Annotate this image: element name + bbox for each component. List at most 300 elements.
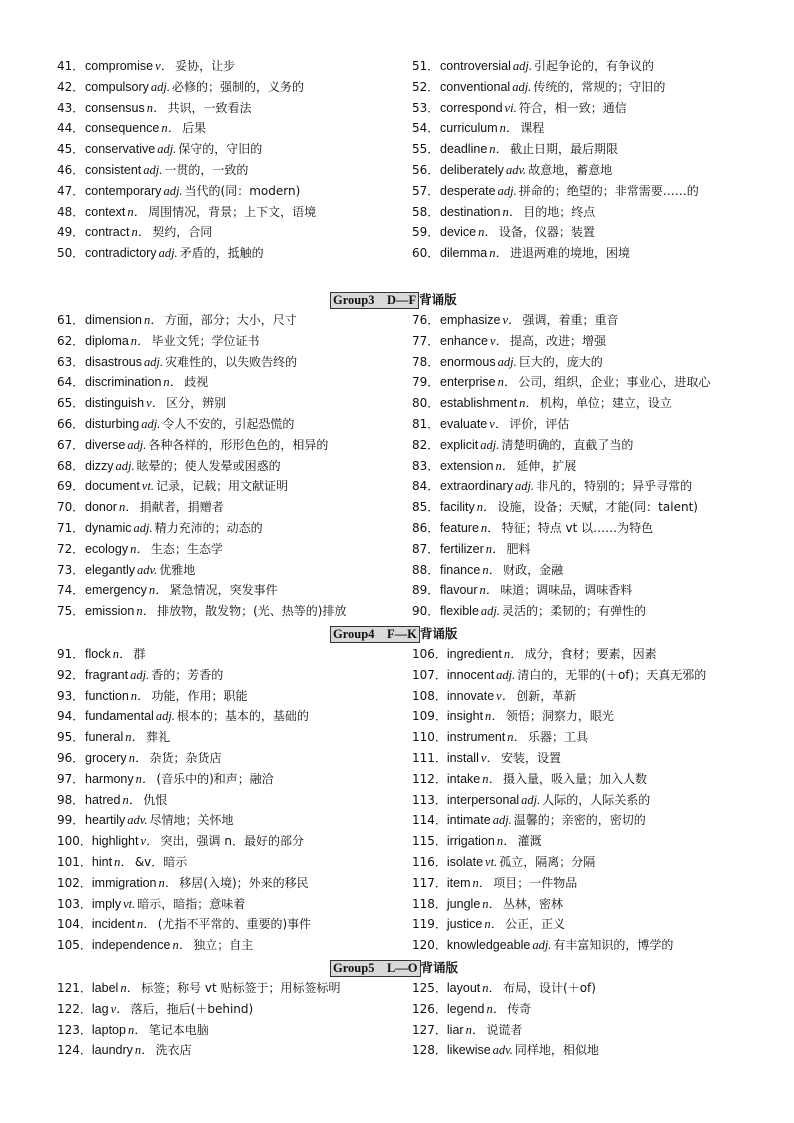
entry-definition: 布局，设计(＋of): [503, 981, 596, 995]
entry-definition: 生态；生态学: [150, 541, 223, 556]
entry-word: dynamic: [85, 521, 132, 535]
entry-definition: 清白的，无罪的(＋of)；天真无邪的: [517, 667, 707, 682]
vocab-entry: [57, 437, 328, 453]
vocab-entry: [57, 937, 253, 953]
entry-word: deliberately: [440, 163, 504, 177]
entry-number: 69．: [57, 479, 85, 494]
vocab-entry: [57, 729, 170, 745]
entry-word: contract: [85, 225, 130, 240]
entry-number: 105．: [57, 938, 92, 953]
entry-part-of-speech: n．: [158, 875, 178, 890]
entry-part-of-speech: n．: [137, 917, 156, 932]
entry-number: 46．: [57, 163, 85, 177]
entry-definition: 群: [133, 647, 146, 661]
entry-word: extension: [440, 458, 494, 473]
entry-number: 66．: [57, 417, 85, 431]
entry-definition: 故意地，蓄意地: [528, 163, 613, 177]
entry-word: flavour: [440, 583, 478, 598]
entry-part-of-speech: v．: [155, 59, 174, 73]
entry-part-of-speech: n．: [519, 396, 538, 411]
vocab-entry: [412, 667, 706, 683]
entry-definition: 特征；特点 vt 以……为特色: [501, 521, 654, 535]
entry-part-of-speech: adj.: [532, 938, 552, 953]
entry-part-of-speech: adj.: [130, 667, 150, 682]
entry-definition: 保守的，守旧的: [178, 142, 263, 157]
entry-number: 45．: [57, 142, 85, 157]
entry-word: elegantly: [85, 562, 136, 577]
entry-word: innovate: [446, 688, 495, 703]
entry-definition: 尽情地；关怀地: [149, 813, 234, 828]
vocab-entry: [57, 224, 212, 240]
entry-part-of-speech: n．: [465, 1022, 485, 1037]
entry-number: 56．: [412, 163, 440, 177]
entry-word: enterprise: [440, 375, 496, 390]
entry-number: 80．: [412, 396, 440, 411]
entry-word: fundamental: [85, 709, 154, 724]
entry-word: consistent: [85, 163, 142, 177]
vocab-entry: [412, 204, 595, 220]
entry-number: 61．: [57, 313, 85, 327]
entry-number: 73．: [57, 562, 85, 577]
vocab-entry: [57, 79, 304, 95]
entry-number: 49．: [57, 225, 85, 240]
entry-definition: 共识，一致看法: [167, 100, 252, 115]
entry-number: 75．: [57, 604, 85, 619]
entry-definition: 区分，辨别: [166, 396, 227, 411]
entry-definition: 同样地，相似地: [514, 1043, 599, 1058]
entry-definition: 后果: [182, 121, 207, 136]
vocab-entry: [412, 812, 646, 828]
entry-part-of-speech: n．: [496, 834, 516, 849]
entry-number: 64．: [57, 375, 85, 390]
vocab-entry: [412, 771, 647, 787]
entry-definition: 传奇: [507, 1001, 532, 1016]
vocab-entry: [412, 58, 654, 74]
entry-definition: 灾难性的，以失败告终的: [165, 354, 298, 369]
vocab-entry: [57, 141, 262, 157]
entry-part-of-speech: adj.: [157, 142, 177, 157]
entry-definition: 突出，强调 n．最好的部分: [160, 834, 304, 849]
vocab-entry: [57, 333, 260, 349]
entry-definition: 项目；一件物品: [493, 875, 578, 890]
entry-number: 127．: [412, 1022, 447, 1037]
entry-word: item: [446, 875, 471, 890]
entry-definition: 财政，金融: [503, 562, 564, 577]
entry-word: consensus: [85, 100, 145, 115]
vocab-entry: [412, 1022, 522, 1038]
entry-word: function: [85, 688, 129, 703]
entry-number: 78．: [412, 354, 440, 369]
entry-number: 108．: [412, 688, 447, 703]
entry-word: dilemma: [440, 246, 488, 261]
entry-part-of-speech: n．: [499, 121, 519, 136]
vocab-entry: [57, 458, 281, 474]
entry-word: correspond: [440, 100, 503, 115]
entry-number: 63．: [57, 354, 85, 369]
entry-word: intimate: [446, 813, 491, 828]
entry-definition: 公司，组织，企业；事业心，进取心: [518, 375, 711, 390]
entry-number: 72．: [57, 541, 85, 556]
entry-part-of-speech: n．: [118, 500, 138, 515]
entry-definition: 说谎者: [486, 1022, 523, 1037]
entry-definition: 强调，着重；重音: [522, 313, 619, 327]
entry-number: 106．: [412, 647, 447, 661]
entry-word: establishment: [440, 396, 518, 411]
entry-number: 65．: [57, 396, 85, 411]
entry-definition: 肥料: [506, 541, 531, 556]
entry-part-of-speech: n．: [114, 855, 133, 869]
entry-definition: 仇恨: [143, 792, 168, 807]
entry-part-of-speech: adj.: [497, 354, 517, 369]
entry-definition: 矛盾的，抵触的: [179, 246, 264, 261]
entry-word: liar: [446, 1022, 464, 1037]
vocab-entry: [57, 520, 263, 536]
entry-word: justice: [446, 917, 483, 932]
entry-definition: 笔记本电脑: [148, 1022, 209, 1037]
vocab-entry: [57, 603, 346, 619]
vocab-entry: [412, 1042, 599, 1058]
entry-word: deadline: [440, 142, 488, 157]
entry-word: ecology: [85, 541, 129, 556]
entry-number: 74．: [57, 583, 85, 598]
entry-definition: 拼命的；绝望的；非常需要……的: [518, 183, 699, 198]
entry-definition: 优雅地: [159, 562, 196, 577]
entry-number: 100．: [57, 834, 92, 849]
vocab-entry: [57, 854, 187, 870]
entry-word: independence: [91, 938, 171, 953]
entry-word: hint: [91, 855, 113, 869]
entry-part-of-speech: adj.: [512, 79, 532, 94]
vocab-entry: [412, 333, 606, 349]
entry-part-of-speech: v．: [489, 417, 508, 431]
entry-part-of-speech: v．: [502, 313, 521, 327]
entry-definition: 引起争论的，有争议的: [533, 59, 654, 73]
entry-word: disturbing: [85, 417, 140, 431]
entry-part-of-speech: n．: [112, 647, 132, 661]
vocab-entry: [57, 312, 297, 328]
entry-part-of-speech: adj.: [158, 246, 178, 261]
entry-part-of-speech: adj.: [143, 354, 164, 369]
entry-definition: 领悟；洞察力，眼光: [505, 709, 614, 724]
group4-suffix: 背诵版: [419, 626, 458, 641]
entry-part-of-speech: n．: [127, 1022, 147, 1037]
entry-word: disastrous: [85, 354, 142, 369]
entry-number: 81．: [412, 417, 440, 431]
group5-label: Group5 L—O: [330, 960, 421, 977]
entry-number: 92．: [57, 667, 85, 682]
entry-definition: 落后，拖后(＋behind): [130, 1001, 254, 1016]
entry-word: lag: [91, 1001, 109, 1016]
entry-definition: 非凡的，特别的；异乎寻常的: [536, 479, 693, 494]
entry-word: knowledgeable: [446, 938, 531, 953]
entry-definition: 葬礼: [146, 730, 171, 745]
entry-word: consequence: [85, 121, 160, 136]
entry-definition: 目的地；终点: [523, 204, 596, 219]
entry-number: 43．: [57, 100, 85, 115]
vocab-entry: [412, 833, 542, 849]
entry-number: 118．: [412, 896, 447, 911]
entry-part-of-speech: adj.: [155, 709, 175, 724]
entry-definition: 当代的(同：modern): [184, 183, 301, 198]
vocab-entry: [57, 771, 274, 787]
vocab-entry: [57, 1042, 192, 1058]
entry-number: 88．: [412, 562, 440, 577]
entry-word: emergency: [85, 583, 147, 598]
vocab-entry: [412, 1001, 531, 1017]
entry-part-of-speech: vi.: [504, 100, 517, 115]
entry-number: 76．: [412, 313, 440, 327]
vocab-entry: [412, 224, 595, 240]
entry-word: feature: [440, 521, 479, 535]
entry-word: conventional: [440, 79, 511, 94]
entry-word: flock: [85, 647, 111, 661]
vocab-entry: [57, 562, 195, 578]
entry-part-of-speech: adj.: [492, 813, 512, 828]
entry-part-of-speech: adv.: [137, 562, 158, 577]
entry-definition: 温馨的；亲密的，密切的: [513, 813, 646, 828]
entry-part-of-speech: adj.: [480, 437, 500, 452]
entry-part-of-speech: n．: [485, 709, 504, 724]
entry-word: imply: [91, 896, 122, 911]
entry-part-of-speech: n．: [482, 981, 502, 995]
entry-definition: 功能，作用；职能: [151, 688, 248, 703]
entry-part-of-speech: adj.: [150, 79, 171, 94]
vocab-entry: [57, 1001, 253, 1017]
entry-word: isolate: [446, 855, 484, 869]
vocab-entry: [57, 499, 224, 515]
vocab-entry: [412, 499, 698, 515]
entry-number: 85．: [412, 500, 440, 515]
entry-number: 50．: [57, 246, 85, 261]
entry-word: insight: [446, 709, 484, 724]
entry-number: 122．: [57, 1001, 92, 1016]
entry-number: 48．: [57, 204, 85, 219]
entry-word: fragrant: [85, 667, 129, 682]
vocab-entry: [412, 458, 576, 474]
group3-label: Group3 D—F: [330, 292, 419, 309]
vocab-entry: [412, 478, 692, 494]
entry-word: layout: [446, 981, 481, 995]
vocab-entry: [57, 750, 221, 766]
entry-definition: 课程: [520, 121, 545, 136]
entry-definition: 契约，合同: [152, 225, 213, 240]
entry-part-of-speech: vt.: [123, 896, 136, 911]
entry-part-of-speech: n．: [489, 246, 509, 261]
entry-definition: 灵活的；柔韧的；有弹性的: [502, 604, 647, 619]
entry-part-of-speech: n．: [486, 1001, 506, 1016]
vocab-entry: [57, 646, 145, 662]
vocab-entry: [412, 395, 672, 411]
group5-header: [330, 960, 458, 977]
entry-definition: 公正，正义: [505, 917, 566, 932]
entry-word: grocery: [85, 751, 127, 765]
entry-definition: 有丰富知识的，博学的: [553, 938, 674, 953]
entry-definition: 毕业文凭；学位证书: [151, 333, 260, 348]
vocab-entry: [412, 416, 569, 432]
entry-word: controversial: [440, 59, 511, 73]
entry-definition: 妥协，让步: [175, 59, 236, 73]
entry-definition: 清楚明确的，直截了当的: [501, 437, 634, 452]
entry-number: 104．: [57, 917, 92, 932]
entry-definition: 设施，设备；天赋，才能(同：talent): [497, 500, 698, 515]
entry-word: diploma: [85, 333, 129, 348]
entry-number: 79．: [412, 375, 440, 390]
entry-number: 113．: [412, 792, 447, 807]
vocab-entry: [57, 245, 264, 261]
entry-definition: 暗示，暗指；意味着: [137, 896, 246, 911]
vocab-entry: [412, 750, 561, 766]
vocab-entry: [412, 541, 531, 557]
entry-definition: 灌溉: [517, 834, 542, 849]
entry-number: 51．: [412, 59, 440, 73]
vocab-entry: [57, 875, 309, 891]
entry-word: context: [85, 204, 126, 219]
entry-number: 111．: [412, 751, 447, 765]
entry-number: 87．: [412, 541, 440, 556]
vocab-entry: [57, 833, 304, 849]
entry-part-of-speech: n．: [482, 771, 502, 786]
entry-word: highlight: [91, 834, 139, 849]
entry-number: 124．: [57, 1043, 92, 1058]
entry-number: 84．: [412, 479, 440, 494]
vocab-entry: [57, 58, 235, 74]
vocab-entry: [412, 562, 563, 578]
entry-word: instrument: [446, 730, 506, 745]
vocab-entry: [412, 875, 577, 891]
group3-header: [330, 292, 457, 309]
entry-definition: 人际的，人际关系的: [542, 792, 651, 807]
entry-definition: 提高，改进；增强: [510, 333, 607, 348]
entry-definition: 周围情况，背景；上下文，语境: [148, 204, 317, 219]
entry-part-of-speech: adj.: [141, 417, 161, 431]
entry-part-of-speech: adj.: [115, 458, 135, 473]
vocab-entry: [412, 312, 619, 328]
entry-definition: 机构，单位；建立，设立: [539, 396, 672, 411]
entry-part-of-speech: n．: [495, 458, 515, 473]
entry-number: 117．: [412, 875, 447, 890]
entry-part-of-speech: n．: [120, 981, 140, 995]
entry-definition: 味道；调味品，调味香料: [500, 583, 633, 598]
entry-word: device: [440, 225, 477, 240]
entry-number: 126．: [412, 1001, 447, 1016]
entry-number: 96．: [57, 751, 85, 765]
entry-part-of-speech: adv.: [127, 813, 148, 828]
entry-definition: 巨大的，庞大的: [518, 354, 603, 369]
entry-word: hatred: [85, 792, 121, 807]
entry-part-of-speech: n．: [476, 500, 496, 515]
entry-word: distinguish: [85, 396, 145, 411]
entry-part-of-speech: n．: [489, 142, 509, 157]
vocab-entry: [57, 204, 316, 220]
vocab-entry: [412, 437, 633, 453]
entry-part-of-speech: n．: [503, 647, 523, 661]
entry-word: dimension: [85, 313, 142, 327]
entry-number: 95．: [57, 730, 85, 745]
vocab-entry: [412, 854, 595, 870]
entry-number: 125．: [412, 981, 447, 995]
entry-part-of-speech: vt.: [485, 855, 498, 869]
entry-number: 60．: [412, 246, 440, 261]
entry-number: 116．: [412, 855, 447, 869]
entry-word: emphasize: [440, 313, 501, 327]
entry-definition: 截止日期，最后期限: [510, 142, 619, 157]
entry-definition: 一贯的，一致的: [164, 163, 249, 177]
entry-word: jungle: [446, 896, 481, 911]
entry-part-of-speech: adj.: [163, 183, 183, 198]
entry-number: 70．: [57, 500, 85, 515]
entry-part-of-speech: n．: [172, 938, 192, 953]
vocab-entry: [57, 792, 167, 808]
entry-definition: 进退两难的境地，困境: [510, 246, 631, 261]
entry-part-of-speech: adj.: [496, 667, 516, 682]
entry-number: 110．: [412, 730, 447, 745]
vocab-entry: [412, 688, 576, 704]
entry-definition: 歧视: [184, 375, 209, 390]
entry-number: 114．: [412, 813, 447, 828]
entry-part-of-speech: adj.: [521, 792, 541, 807]
entry-number: 102．: [57, 875, 92, 890]
entry-word: legend: [446, 1001, 485, 1016]
entry-number: 98．: [57, 792, 85, 807]
entry-part-of-speech: adj.: [514, 479, 535, 494]
entry-word: compulsory: [85, 79, 149, 94]
entry-word: compromise: [85, 59, 154, 73]
entry-part-of-speech: n．: [134, 1043, 154, 1058]
entry-number: 44．: [57, 121, 85, 136]
entry-number: 53．: [412, 100, 440, 115]
entry-number: 47．: [57, 183, 85, 198]
entry-number: 55．: [412, 142, 440, 157]
vocab-entry: [57, 916, 311, 932]
entry-number: 109．: [412, 709, 447, 724]
entry-number: 128．: [412, 1043, 447, 1058]
entry-word: funeral: [85, 730, 124, 745]
entry-word: donor: [85, 500, 117, 515]
entry-word: curriculum: [440, 121, 498, 136]
entry-part-of-speech: adj.: [497, 183, 517, 198]
entry-word: desperate: [440, 183, 496, 198]
vocab-entry: [412, 603, 646, 619]
vocab-entry: [412, 708, 614, 724]
entry-word: innocent: [446, 667, 495, 682]
vocab-entry: [412, 374, 710, 390]
vocab-entry: [412, 100, 627, 116]
entry-definition: 标签；称号 vt 贴标签于；用标签标明: [141, 981, 341, 995]
entry-part-of-speech: n．: [136, 604, 156, 619]
entry-definition: 杂货；杂货店: [149, 751, 222, 765]
vocab-entry: [57, 582, 278, 598]
entry-part-of-speech: n．: [161, 121, 181, 136]
entry-definition: 精力充沛的；动态的: [154, 521, 263, 535]
vocab-entry: [412, 120, 544, 136]
group3-suffix: 背诵版: [419, 292, 457, 307]
vocab-entry: [412, 980, 596, 996]
entry-part-of-speech: adj.: [512, 59, 532, 73]
entry-part-of-speech: adj.: [133, 521, 153, 535]
entry-word: enormous: [440, 354, 496, 369]
entry-definition: 孤立，隔离；分隔: [499, 855, 596, 869]
vocab-entry: [412, 245, 630, 261]
entry-word: emission: [85, 604, 135, 619]
entry-part-of-speech: v．: [480, 751, 499, 765]
entry-number: 115．: [412, 834, 447, 849]
entry-definition: &v．暗示: [134, 855, 188, 869]
entry-number: 93．: [57, 688, 85, 703]
entry-definition: 眩晕的；使人发晕或困惑的: [136, 458, 281, 473]
entry-part-of-speech: n．: [130, 541, 149, 556]
entry-number: 77．: [412, 333, 440, 348]
entry-part-of-speech: n．: [127, 204, 147, 219]
